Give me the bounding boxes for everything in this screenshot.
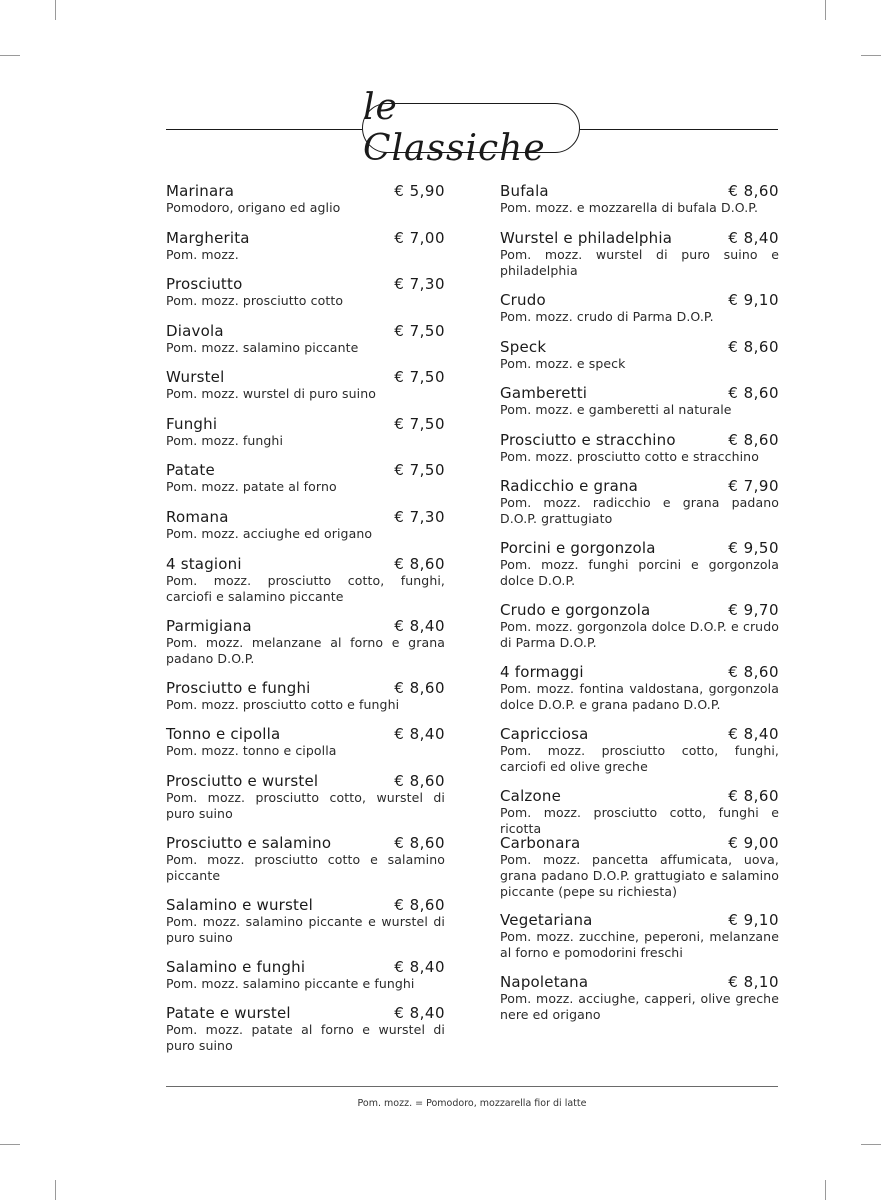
menu-item	[500, 834, 779, 900]
menu-item-name: Romana	[166, 508, 229, 526]
menu-item-header	[166, 834, 445, 852]
menu-item-price: € 9,00	[728, 834, 779, 852]
menu-item-header	[166, 555, 445, 573]
menu-item-header	[500, 477, 779, 495]
menu-item-description: Pom. mozz. salamino piccante e wurstel di puro suino	[166, 914, 445, 945]
menu-item	[166, 679, 445, 713]
menu-item-price: € 7,30	[394, 275, 445, 293]
menu-item-name: Napoletana	[500, 973, 589, 991]
menu-item-header	[500, 229, 779, 247]
menu-item-price: € 8,60	[394, 679, 445, 697]
menu-item	[500, 338, 779, 372]
menu-item-name: 4 stagioni	[166, 555, 242, 573]
menu-item-header	[500, 182, 779, 200]
menu-item-description: Pom. mozz. zucchine, peperoni, melanzane al forno e pomodorini freschi	[500, 929, 779, 960]
menu-item-price: € 8,40	[728, 229, 779, 247]
title-rule-left	[166, 129, 362, 130]
menu-item-name: Speck	[500, 338, 547, 356]
menu-item	[166, 617, 445, 667]
menu-item	[166, 229, 445, 263]
menu-item-header	[166, 508, 445, 526]
menu-item-header	[500, 601, 779, 619]
menu-item-header	[166, 896, 445, 914]
menu-item-price: € 8,40	[394, 958, 445, 976]
menu-item-price: € 8,60	[394, 896, 445, 914]
menu-item-name: Patate e wurstel	[166, 1004, 291, 1022]
menu-item	[166, 275, 445, 309]
menu-item	[166, 368, 445, 402]
menu-item-description: Pom. mozz. prosciutto cotto e salamino piccante	[166, 852, 445, 883]
menu-item-price: € 8,40	[394, 725, 445, 743]
menu-item-header	[166, 322, 445, 340]
menu-item-header	[500, 787, 779, 805]
menu-item	[166, 834, 445, 884]
crop-mark	[55, 1180, 56, 1200]
menu-item-name: Salamino e wurstel	[166, 896, 313, 914]
menu-item-price: € 8,60	[728, 787, 779, 805]
menu-item-name: Porcini e gorgonzola	[500, 539, 656, 557]
menu-item-name: Crudo	[500, 291, 546, 309]
menu-item	[166, 1004, 445, 1054]
menu-item-description: Pom. mozz. e gamberetti al naturale	[500, 402, 732, 417]
menu-item-name: Prosciutto e stracchino	[500, 431, 676, 449]
menu-item-header	[500, 911, 779, 929]
menu-item-price: € 7,50	[394, 461, 445, 479]
menu-item-name: Parmigiana	[166, 617, 252, 635]
menu-item-name: Diavola	[166, 322, 224, 340]
menu-item	[500, 477, 779, 527]
menu-item-description: Pom. mozz. wurstel di puro suino	[166, 386, 376, 401]
menu-item-price: € 5,90	[394, 182, 445, 200]
menu-item	[166, 896, 445, 946]
menu-item-name: Gamberetti	[500, 384, 588, 402]
menu-item-description: Pom. mozz. funghi	[166, 433, 284, 448]
menu-item-description: Pom. mozz. prosciutto cotto, funghi e ricotta	[500, 805, 779, 836]
menu-item-description: Pom. mozz. acciughe, capperi, olive greche nere ed origano	[500, 991, 779, 1022]
menu-item-header	[166, 461, 445, 479]
menu-title-banner	[166, 87, 778, 169]
menu-item-description: Pom. mozz. tonno e cipolla	[166, 743, 337, 758]
crop-mark	[0, 55, 20, 56]
menu-item-header	[166, 368, 445, 386]
menu-item-description: Pom. mozz. patate al forno	[166, 479, 337, 494]
menu-item	[500, 787, 779, 837]
menu-item-header	[500, 973, 779, 991]
menu-item-description: Pom. mozz. acciughe ed origano	[166, 526, 373, 541]
menu-item-price: € 8,60	[728, 338, 779, 356]
menu-item	[166, 182, 445, 216]
crop-mark	[55, 0, 56, 20]
menu-item-description: Pom. mozz. e mozzarella di bufala D.O.P.	[500, 200, 759, 215]
menu-item-description: Pom. mozz.	[166, 247, 239, 262]
menu-item-header	[500, 725, 779, 743]
menu-item-price: € 7,50	[394, 415, 445, 433]
menu-item-header	[166, 725, 445, 743]
menu-item-name: Prosciutto e funghi	[166, 679, 311, 697]
menu-item-header	[500, 834, 779, 852]
menu-item-description: Pom. mozz. prosciutto cotto, wurstel di puro suino	[166, 790, 445, 821]
menu-item-price: € 8,60	[728, 182, 779, 200]
crop-mark	[825, 1180, 826, 1200]
menu-item-name: Wurstel	[166, 368, 225, 386]
menu-item-header	[500, 291, 779, 309]
menu-item-price: € 8,60	[728, 384, 779, 402]
menu-item-price: € 7,50	[394, 322, 445, 340]
menu-item	[166, 725, 445, 759]
menu-item-description: Pom. mozz. prosciutto cotto, funghi, carciofi e salamino piccante	[166, 573, 445, 604]
menu-item-name: Bufala	[500, 182, 549, 200]
menu-item-header	[500, 384, 779, 402]
menu-item-header	[166, 275, 445, 293]
menu-item-name: Calzone	[500, 787, 562, 805]
menu-item-name: Patate	[166, 461, 215, 479]
menu-item-price: € 9,70	[728, 601, 779, 619]
menu-item	[166, 508, 445, 542]
menu-item-description: Pom. mozz. fontina valdostana, gorgonzola dolce D.O.P. e grana padano D.O.P.	[500, 681, 779, 712]
menu-item-header	[166, 1004, 445, 1022]
menu-item-name: Wurstel e philadelphia	[500, 229, 673, 247]
menu-item-description: Pom. mozz. pancetta affumicata, uova, grana padano D.O.P. grattugiato e salamino piccante (pepe su richiesta)	[500, 852, 779, 899]
menu-item-price: € 8,40	[394, 617, 445, 635]
menu-item-name: Tonno e cipolla	[166, 725, 281, 743]
menu-item-description: Pom. mozz. gorgonzola dolce D.O.P. e crudo di Parma D.O.P.	[500, 619, 779, 650]
menu-item-name: Prosciutto e salamino	[166, 834, 332, 852]
menu-item-header	[166, 617, 445, 635]
menu-item	[500, 431, 779, 465]
menu-item-name: Carbonara	[500, 834, 581, 852]
menu-item-name: Funghi	[166, 415, 218, 433]
menu-item-header	[500, 663, 779, 681]
menu-item-header	[166, 679, 445, 697]
menu-item-header	[166, 415, 445, 433]
menu-item-header	[166, 182, 445, 200]
menu-item-price: € 7,00	[394, 229, 445, 247]
menu-item-header	[166, 958, 445, 976]
menu-item-price: € 9,10	[728, 911, 779, 929]
menu-item-description: Pom. mozz. melanzane al forno e grana padano D.O.P.	[166, 635, 445, 666]
menu-item	[500, 539, 779, 589]
menu-item-price: € 8,60	[394, 555, 445, 573]
menu-item-header	[500, 539, 779, 557]
menu-item-header	[500, 431, 779, 449]
menu-item	[500, 911, 779, 961]
menu-item-description: Pom. mozz. prosciutto cotto e funghi	[166, 697, 400, 712]
menu-item-description: Pom. mozz. crudo di Parma D.O.P.	[500, 309, 714, 324]
menu-item-description: Pom. mozz. salamino piccante	[166, 340, 359, 355]
crop-mark	[825, 0, 826, 20]
menu-item-name: Marinara	[166, 182, 235, 200]
menu-item-description: Pom. mozz. salamino piccante e funghi	[166, 976, 415, 991]
menu-item	[166, 461, 445, 495]
footer-note: Pom. mozz. = Pomodoro, mozzarella fior di latte	[357, 1098, 587, 1109]
menu-item-price: € 7,50	[394, 368, 445, 386]
menu-item-header	[166, 772, 445, 790]
menu-item-name: Prosciutto e wurstel	[166, 772, 319, 790]
menu-item-price: € 8,60	[394, 834, 445, 852]
menu-item-header	[500, 338, 779, 356]
menu-title: le Classiche	[362, 103, 580, 153]
menu-item-description: Pom. mozz. prosciutto cotto	[166, 293, 344, 308]
menu-item	[166, 322, 445, 356]
menu-item-description: Pom. mozz. wurstel di puro suino e philadelphia	[500, 247, 779, 278]
menu-item-description: Pom. mozz. prosciutto cotto, funghi, carciofi ed olive greche	[500, 743, 779, 774]
menu-item-name: Radicchio e grana	[500, 477, 639, 495]
menu-item-description: Pom. mozz. radicchio e grana padano D.O.P. grattugiato	[500, 495, 779, 526]
menu-item-name: Capricciosa	[500, 725, 589, 743]
menu-item-price: € 9,50	[728, 539, 779, 557]
menu-item	[500, 229, 779, 279]
menu-item-description: Pom. mozz. funghi porcini e gorgonzola dolce D.O.P.	[500, 557, 779, 588]
menu-item-name: Crudo e gorgonzola	[500, 601, 651, 619]
menu-item	[166, 415, 445, 449]
menu-item	[500, 725, 779, 775]
menu-item-name: 4 formaggi	[500, 663, 584, 681]
menu-item-price: € 9,10	[728, 291, 779, 309]
menu-item-price: € 8,60	[728, 431, 779, 449]
menu-item-price: € 8,40	[394, 1004, 445, 1022]
menu-item	[500, 384, 779, 418]
menu-item-name: Margherita	[166, 229, 250, 247]
menu-item-description: Pom. mozz. prosciutto cotto e stracchino	[500, 449, 759, 464]
menu-item	[166, 555, 445, 605]
crop-mark	[0, 1144, 20, 1145]
menu-item	[500, 182, 779, 216]
menu-item	[500, 601, 779, 651]
menu-item-description: Pom. mozz. e speck	[500, 356, 626, 371]
menu-item-price: € 8,40	[728, 725, 779, 743]
menu-item-price: € 8,10	[728, 973, 779, 991]
menu-item	[500, 663, 779, 713]
menu-item-price: € 7,90	[728, 477, 779, 495]
menu-item-price: € 7,30	[394, 508, 445, 526]
menu-item-name: Prosciutto	[166, 275, 243, 293]
menu-item	[166, 958, 445, 992]
menu-item-name: Vegetariana	[500, 911, 593, 929]
menu-item-description: Pomodoro, origano ed aglio	[166, 200, 341, 215]
footer-rule	[166, 1086, 778, 1087]
menu-item-price: € 8,60	[394, 772, 445, 790]
menu-item-price: € 8,60	[728, 663, 779, 681]
menu-item	[500, 973, 779, 1023]
menu-item-name: Salamino e funghi	[166, 958, 306, 976]
title-rule-right	[580, 129, 778, 130]
menu-item-header	[166, 229, 445, 247]
crop-mark	[861, 55, 881, 56]
menu-item	[500, 291, 779, 325]
menu-item	[166, 772, 445, 822]
crop-mark	[861, 1144, 881, 1145]
menu-item-description: Pom. mozz. patate al forno e wurstel di puro suino	[166, 1022, 445, 1053]
